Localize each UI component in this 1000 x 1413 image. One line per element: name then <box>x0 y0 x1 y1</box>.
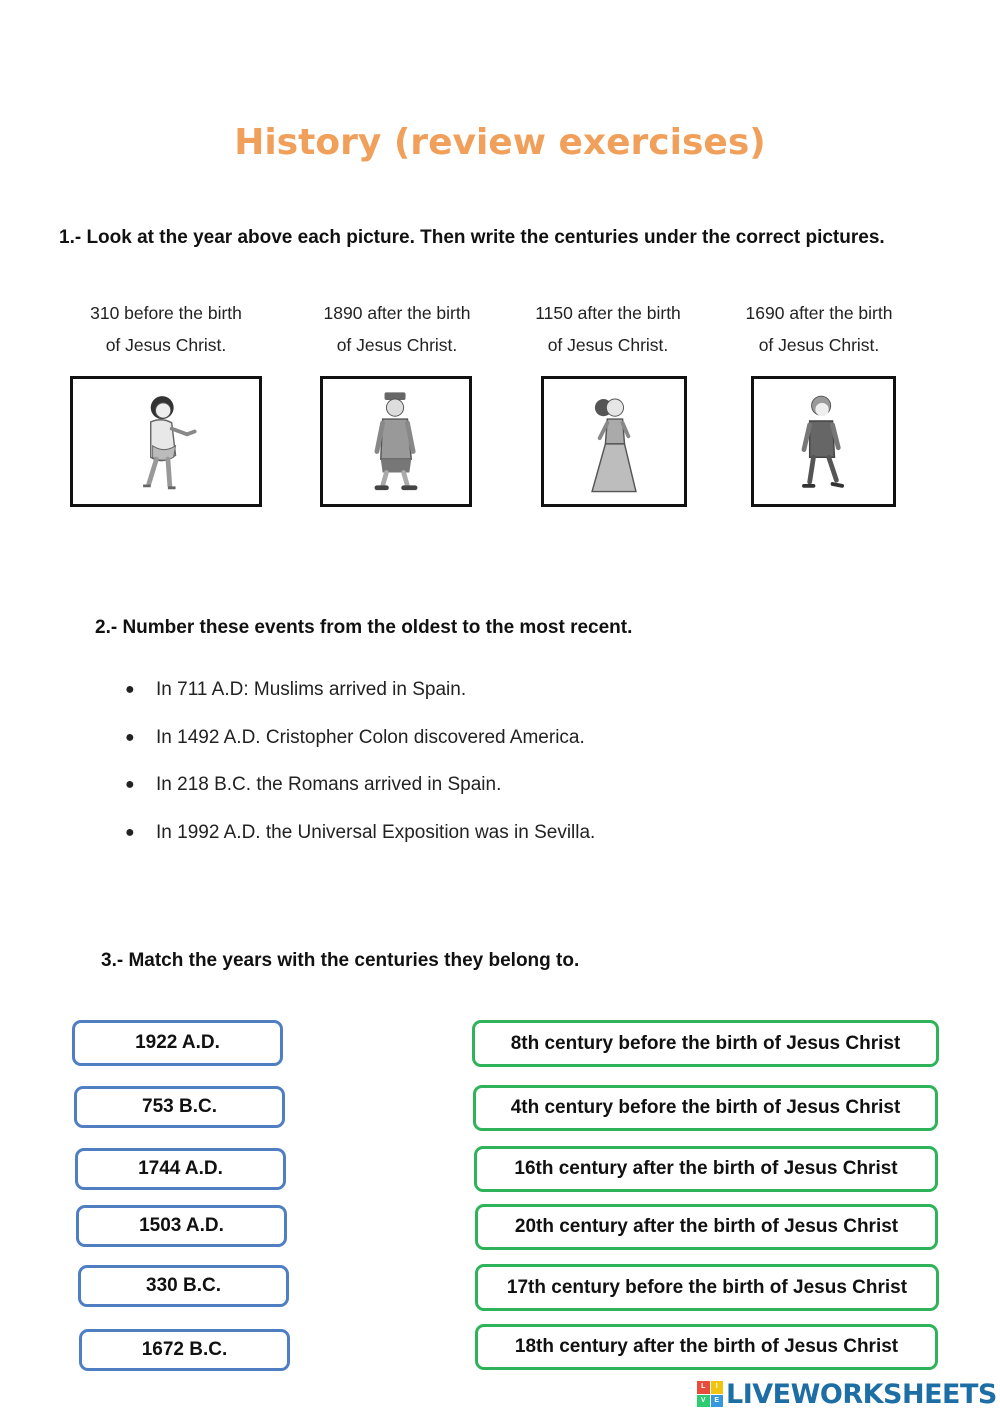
baroque-child-icon <box>754 379 893 504</box>
bullet-icon: ● <box>125 776 135 793</box>
year-box-330-bc[interactable]: 330 B.C. <box>78 1265 289 1307</box>
year-box-753-bc[interactable]: 753 B.C. <box>74 1086 285 1128</box>
century-box-8th-bc[interactable]: 8th century before the birth of Jesus Christ <box>472 1020 939 1067</box>
picture-box-3[interactable] <box>541 376 687 507</box>
logo-mark-icon: L I V E <box>697 1381 723 1407</box>
exercise-3-instruction: 3.- Match the years with the centuries they belong to. <box>101 950 580 971</box>
year-box-1672-bc[interactable]: 1672 B.C. <box>79 1329 290 1371</box>
picture-box-1[interactable] <box>70 376 262 507</box>
logo-text: LIVEWORKSHEETS <box>726 1378 997 1410</box>
picture-box-2[interactable] <box>320 376 472 507</box>
liveworksheets-logo[interactable] <box>697 1378 997 1410</box>
modern-child-icon <box>323 379 469 504</box>
year-box-1503-ad[interactable]: 1503 A.D. <box>76 1205 287 1247</box>
list-item: ● In 1992 A.D. the Universal Exposition was in Sevilla. <box>125 819 595 867</box>
picture-1-caption: 310 before the birth of Jesus Christ. <box>90 303 242 355</box>
roman-child-icon <box>73 379 259 504</box>
list-item: ● In 1492 A.D. Cristopher Colon discovered America. <box>125 724 595 772</box>
list-item: ● In 218 B.C. the Romans arrived in Spain. <box>125 771 595 819</box>
picture-2-caption: 1890 after the birth of Jesus Christ. <box>323 303 471 355</box>
exercise-2-instruction: 2.- Number these events from the oldest to the most recent. <box>95 617 633 638</box>
picture-4-caption: 1690 after the birth of Jesus Christ. <box>745 303 893 355</box>
century-box-16th-ad[interactable]: 16th century after the birth of Jesus Christ <box>474 1146 938 1192</box>
picture-3-caption: 1150 after the birth of Jesus Christ. <box>535 303 681 355</box>
century-box-18th-ad[interactable]: 18th century after the birth of Jesus Christ <box>475 1324 938 1370</box>
picture-box-4[interactable] <box>751 376 896 507</box>
list-item: ● In 711 A.D: Muslims arrived in Spain. <box>125 676 595 724</box>
events-list <box>125 676 595 866</box>
bullet-icon: ● <box>125 823 135 841</box>
bullet-icon: ● <box>125 728 135 746</box>
year-box-1744-ad[interactable]: 1744 A.D. <box>75 1148 286 1190</box>
century-box-20th-ad[interactable]: 20th century after the birth of Jesus Christ <box>475 1204 938 1250</box>
medieval-lady-icon <box>544 379 684 504</box>
century-box-4th-bc[interactable]: 4th century before the birth of Jesus Christ <box>473 1085 938 1131</box>
bullet-icon: ● <box>125 681 135 698</box>
worksheet-title: History (review exercises) <box>234 122 766 163</box>
exercise-1-instruction: 1.- Look at the year above each picture. Then write the centuries under the correct pictures. <box>59 227 885 248</box>
year-box-1922-ad[interactable]: 1922 A.D. <box>72 1020 283 1066</box>
century-box-17th-bc[interactable]: 17th century before the birth of Jesus Christ <box>475 1264 939 1311</box>
